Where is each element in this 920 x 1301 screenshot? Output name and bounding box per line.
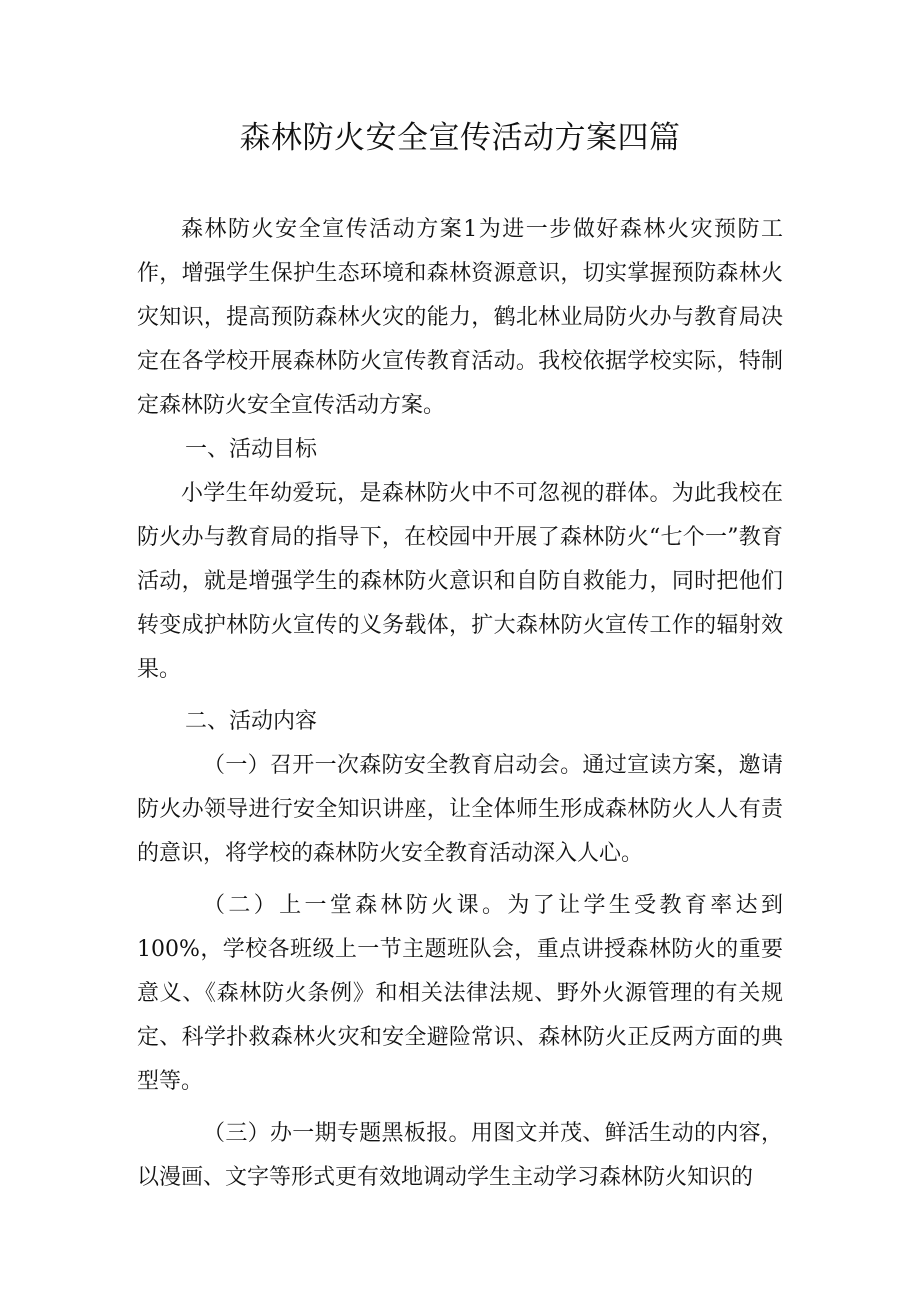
section-heading-goals: 一、活动目标 [185, 437, 318, 462]
document-title: 森林防火安全宣传活动方案四篇 [239, 120, 681, 156]
section-heading-content: 二、活动内容 [185, 709, 318, 734]
paragraph-item-1: （一）召开一次森防安全教育启动会。通过宣读方案，邀请防火办领导进行安全知识讲座，让全体师生形成森林防火人人有责的意识，将学校的森林防火安全教育活动深入人心。 [137, 753, 783, 866]
paragraph-intro: 森林防火安全宣传活动方案1为进一步做好森林火灾预防工作，增强学生保护生态环境和森林资源意识，切实掌握预防森林火灾知识，提高预防森林火灾的能力，鹤北林业局防火办与教育局决定在各学校开展森林防火宣传教育活动。我校依据学校实际，特制定森林防火安全宣传活动方案。 [137, 217, 783, 418]
paragraph-item-2: （二）上一堂森林防火课。为了让学生受教育率达到100%，学校各班级上一节主题班队会，重点讲授森林防火的重要意义、《森林防火条例》和相关法律法规、野外火源管理的有关规定、科学扑救森林火灾和安全避险常识、森林防火正反两方面的典型等。 [137, 893, 783, 1094]
paragraph-item-3: （三）办一期专题黑板报。用图文并茂、鲜活生动的内容，以漫画、文字等形式更有效地调动学生主动学习森林防火知识的 [137, 1121, 783, 1190]
document-body [137, 208, 783, 1200]
paragraph-goals: 小学生年幼爱玩，是森林防火中不可忽视的群体。为此我校在防火办与教育局的指导下，在校园中开展了森林防火“七个一”教育活动，就是增强学生的森林防火意识和自防自救能力，同时把他们转变成护林防火宣传的义务载体，扩大森林防火宣传工作的辐射效果。 [137, 481, 783, 682]
